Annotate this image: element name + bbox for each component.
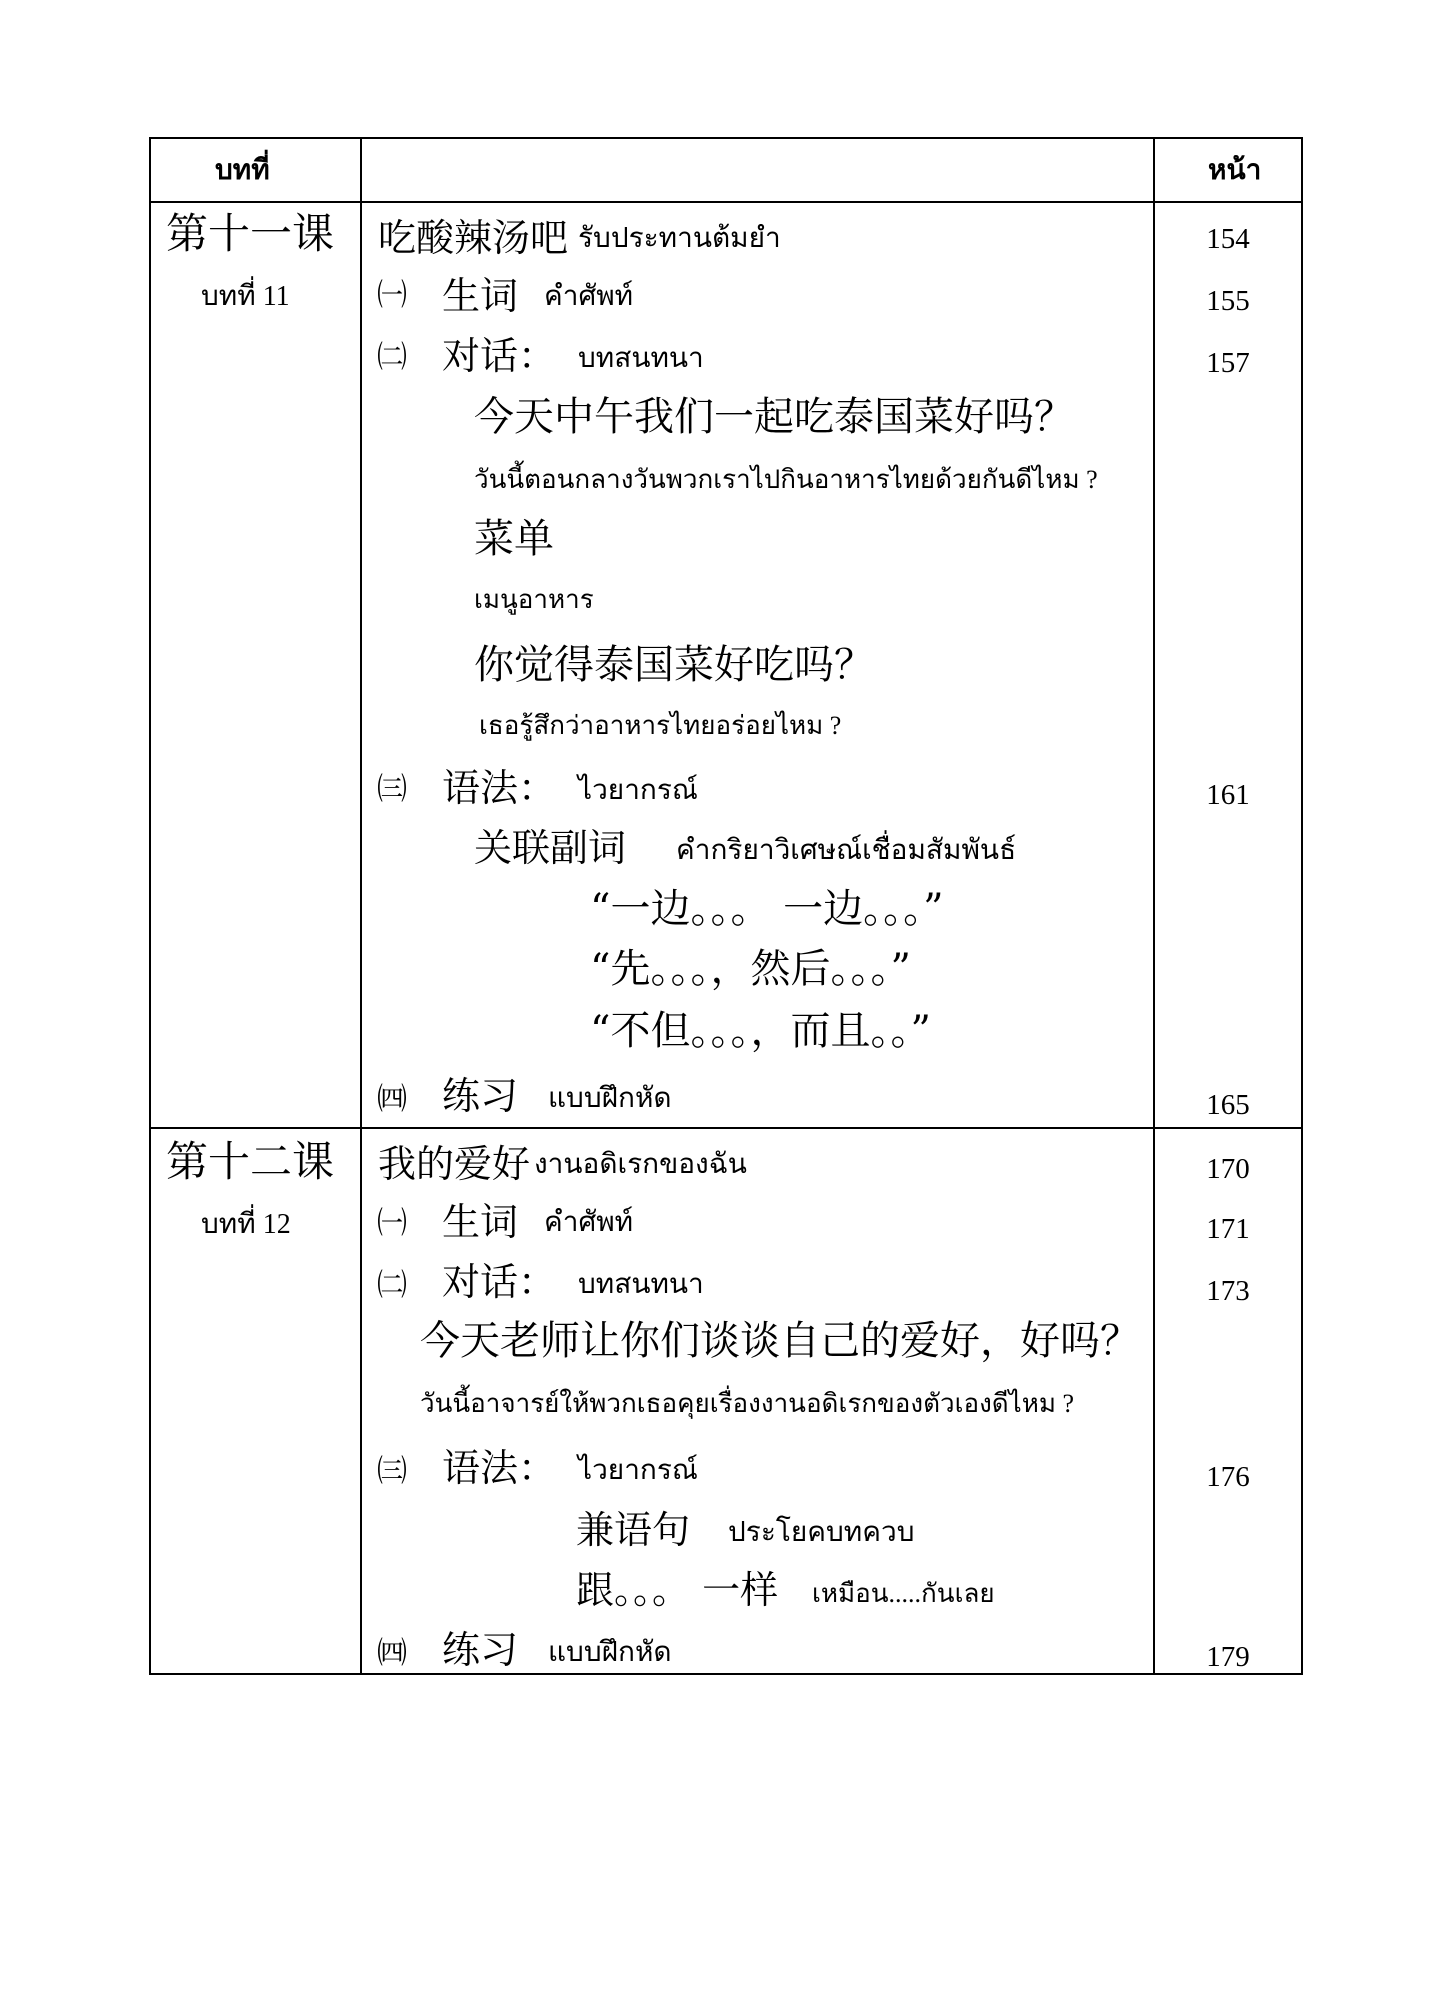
section-marker-4: ㈣ bbox=[377, 1636, 407, 1671]
dialogue-line-zh: 你觉得泰国菜好吃吗？ bbox=[474, 642, 874, 688]
lesson-11-title-zh: 吃酸辣汤吧 bbox=[378, 216, 569, 260]
page-number: 157 bbox=[1206, 347, 1250, 379]
section-dialogue-zh: 对话： bbox=[442, 334, 557, 378]
section-vocabulary-zh: 生词 bbox=[442, 1200, 519, 1244]
section-grammar-zh: 语法： bbox=[442, 1446, 557, 1490]
section-exercise-th: แบบฝึกหัด bbox=[548, 1637, 672, 1668]
dialogue-line-th: เธอรู้สึกว่าอาหารไทยอร่อยไหม ? bbox=[479, 711, 842, 740]
section-marker-3: ㈢ bbox=[377, 772, 407, 807]
lesson-12-title-zh: 我的爱好 bbox=[378, 1142, 531, 1186]
page-number: 165 bbox=[1206, 1089, 1250, 1121]
grammar-topic-th: คำกริยาวิเศษณ์เชื่อมสัมพันธ์ bbox=[676, 835, 1017, 866]
grammar-pattern: “一边。。。 一边。。。” bbox=[590, 886, 944, 932]
section-exercise-zh: 练习 bbox=[442, 1628, 519, 1672]
page-number: 176 bbox=[1206, 1461, 1250, 1493]
dialogue-line-zh: 今天老师让你们谈谈自己的爱好，好吗？ bbox=[420, 1318, 1140, 1364]
header-chapter: บทที่ bbox=[215, 155, 270, 186]
page-number: 171 bbox=[1206, 1213, 1250, 1245]
lesson-divider bbox=[151, 1127, 1301, 1129]
section-grammar-th: ไวยากรณ์ bbox=[578, 1455, 698, 1486]
section-exercise-th: แบบฝึกหัด bbox=[548, 1083, 672, 1114]
section-exercise-zh: 练习 bbox=[442, 1074, 519, 1118]
dialogue-line-th: เมนูอาหาร bbox=[474, 585, 594, 614]
column-divider bbox=[360, 139, 362, 1673]
page-number: 170 bbox=[1206, 1153, 1250, 1185]
page-number: 179 bbox=[1206, 1641, 1250, 1673]
table-of-contents bbox=[149, 137, 1303, 1675]
lesson-11-th-label: บทที่ 11 bbox=[201, 281, 290, 312]
lesson-12-zh-label: 第十二课 bbox=[166, 1137, 335, 1186]
lesson-12-title-th: งานอดิเรกของฉัน bbox=[534, 1149, 747, 1180]
dialogue-line-th: วันนี้ตอนกลางวันพวกเราไปกินอาหารไทยด้วยกันดีไหม ? bbox=[474, 465, 1098, 494]
section-dialogue-zh: 对话： bbox=[442, 1260, 557, 1304]
section-marker-3: ㈢ bbox=[377, 1454, 407, 1489]
section-dialogue-th: บทสนทนา bbox=[578, 1269, 704, 1300]
header-page: หน้า bbox=[1208, 155, 1262, 186]
dialogue-line-zh: 菜单 bbox=[474, 516, 554, 562]
lesson-12-th-label: บทที่ 12 bbox=[201, 1209, 291, 1240]
grammar-topic-th: เหมือน.....กันเลย bbox=[812, 1579, 995, 1608]
section-grammar-th: ไวยากรณ์ bbox=[578, 775, 698, 806]
dialogue-line-th: วันนี้อาจารย์ให้พวกเธอคุยเรื่องงานอดิเรกของตัวเองดีไหม ? bbox=[420, 1389, 1075, 1418]
lesson-11-zh-label: 第十一课 bbox=[166, 209, 335, 258]
grammar-pattern: “不但。。。，而且。。” bbox=[590, 1008, 931, 1054]
section-marker-2: ㈡ bbox=[377, 1268, 407, 1303]
section-grammar-zh: 语法： bbox=[442, 766, 557, 810]
section-vocabulary-th: คำศัพท์ bbox=[544, 281, 634, 312]
section-marker-1: ㈠ bbox=[377, 1206, 407, 1241]
grammar-topic-th: ประโยคบทควบ bbox=[728, 1517, 915, 1548]
section-vocabulary-zh: 生词 bbox=[442, 274, 519, 318]
grammar-pattern: “先。。。，然后。。。” bbox=[590, 946, 911, 992]
section-marker-2: ㈡ bbox=[377, 340, 407, 375]
grammar-topic-zh: 跟。。。 一样 bbox=[576, 1568, 779, 1612]
page-number: 155 bbox=[1206, 285, 1250, 317]
grammar-topic-zh: 兼语句 bbox=[576, 1508, 691, 1552]
section-vocabulary-th: คำศัพท์ bbox=[544, 1207, 634, 1238]
section-dialogue-th: บทสนทนา bbox=[578, 343, 704, 374]
grammar-topic-zh: 关联副词 bbox=[474, 826, 627, 870]
lesson-11-title-th: รับประทานต้มยำ bbox=[578, 223, 781, 254]
header-divider bbox=[151, 201, 1301, 203]
page-number: 173 bbox=[1206, 1275, 1250, 1307]
page-number: 154 bbox=[1206, 223, 1250, 255]
section-marker-1: ㈠ bbox=[377, 278, 407, 313]
dialogue-line-zh: 今天中午我们一起吃泰国菜好吗？ bbox=[474, 394, 1074, 440]
section-marker-4: ㈣ bbox=[377, 1082, 407, 1117]
page-number: 161 bbox=[1206, 779, 1250, 811]
